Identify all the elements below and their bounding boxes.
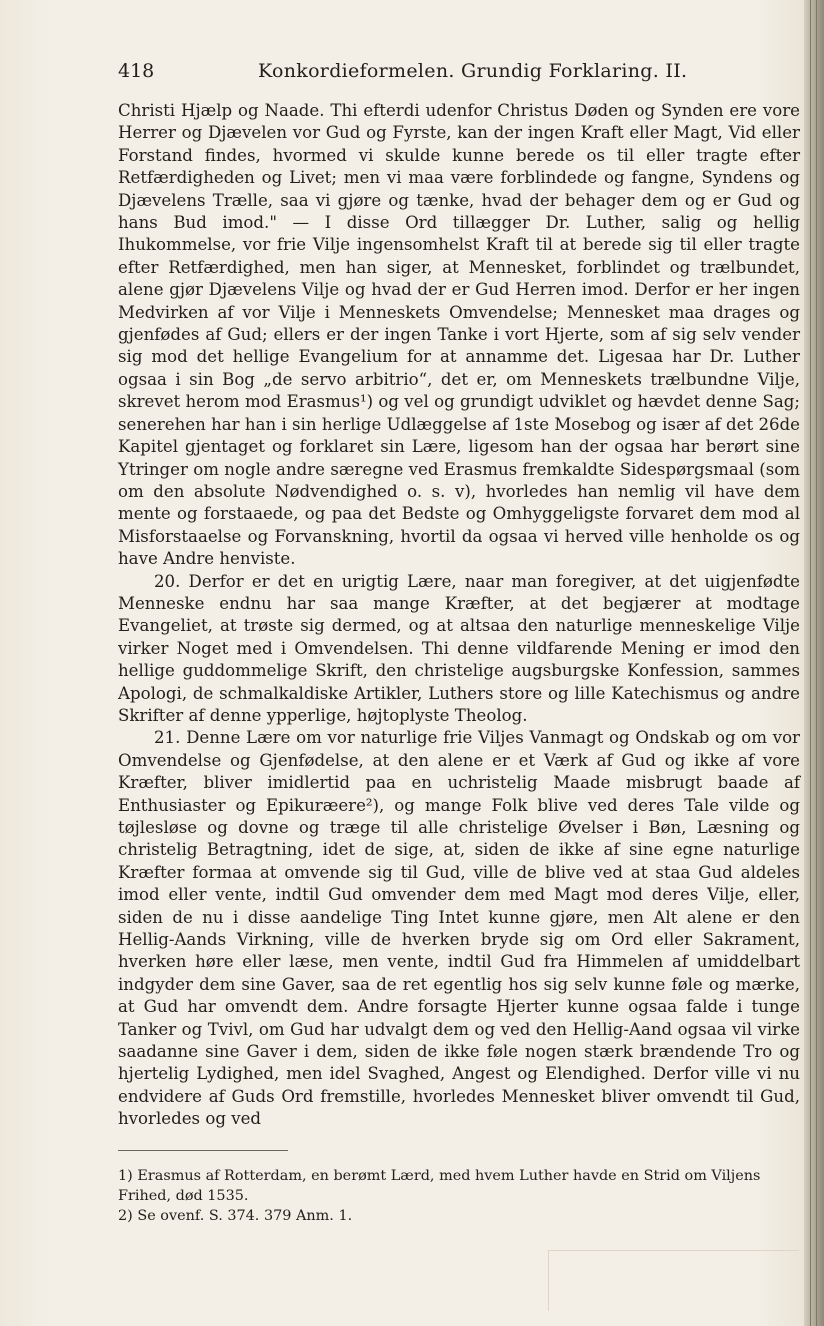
footnote-1-number: 1) <box>118 1168 133 1184</box>
footnote-divider <box>118 1150 288 1151</box>
book-edge <box>804 0 824 1326</box>
page-number: 418 <box>118 60 155 82</box>
footnotes <box>118 1166 800 1226</box>
body-text <box>118 100 800 1131</box>
footnote-1 <box>118 1166 800 1206</box>
paragraph-continuation: Christi Hjælp og Naade. Thi efterdi udenfor Christus Døden og Synden ere vore Herrer og Djævelen vor Gud og Fyrste, kan der ingen Kraft eller Magt, Vid eller Forstand findes, hvormed vi skulde kunne berede os til eller tragte efter Retfærdigheden og Livet; men vi maa være forblindede og fangne, Syndens og Djævelens Trælle, saa vi gjøre og tænke, hvad der behager dem og er Gud og hans Bud imod." — I disse Ord tillægger Dr. Luther, salig og hellig Ihukommelse, vor frie Vilje ingensomhelst Kraft til at berede sig til eller tragte efter Retfærdighed, men han siger, at Mennesket, forblindet og trælbundet, alene gjør Djævelens Vilje og hvad der er Gud Herren imod. Derfor er her ingen Medvirken af vor Vilje i Menneskets Omvendelse; Mennesket maa drages og gjenfødes af Gud; ellers er der ingen Tanke i vort Hjerte, som af sig selv vender sig mod det hellige Evangelium for at annamme det. Ligesaa har Dr. Luther ogsaa i sin Bog „de servo arbitrio“, det er, om Menneskets trælbundne Vilje, skrevet herom mod Erasmus¹) og vel og grundigt udviklet og hævdet denne Sag; senerehen har han i sin herlige Udlæggelse af 1ste Mosebog og især af det 26de Kapitel gjentaget og forklaret sin Lære, ligesom han der ogsaa har berørt sine Ytringer om nogle andre særegne ved Erasmus fremkaldte Sidespørgsmaal (som om den absolute Nødvendighed o. s. v), hvorledes han nemlig vil have dem mente og forstaaede, og paa det Bedste og Omhyggeligste forvaret dem mod al Misforstaaelse og Forvanskning, hvortil da ogsaa vi herved ville henholde os og have Andre henviste. <box>118 101 800 569</box>
running-title: Konkordieformelen. Grundig Forklaring. II. <box>258 60 688 82</box>
paragraph-21: 21. Denne Lære om vor naturlige frie Viljes Vanmagt og Ondskab og om vor Omvendelse og Gjenfødelse, at den alene er et Værk af Gud og ikke af vore Kræfter, bliver imidlertid paa en uchristelig Maade misbrugt baade af Enthusiaster og Epikuræere²), og mange Folk blive ved deres Tale vilde og tøjlesløse og dovne og træge til alle christelige Øvelser i Bøn, Læsning og christelig Betragtning, idet de sige, at, siden de ikke af sine egne naturlige Kræfter formaa at omvende sig til Gud, ville de blive ved at staa Gud aldeles imod eller vente, indtil Gud omvender dem med Magt mod deres Vilje, eller, siden de nu i disse aandelige Ting Intet kunne gjøre, men Alt alene er den Hellig-Aands Virkning, ville de hverken bryde sig om Ord eller Sakrament, hverken høre eller læse, men vente, indtil Gud fra Himmelen af umiddelbart indgyder dem sine Gaver, saa de ret egentlig hos sig selv kunne føle og mærke, at Gud har omvendt dem. Andre forsagte Hjerter kunne ogsaa falde i tunge Tanker og Tvivl, om Gud har udvalgt dem og ved den Hellig-Aand ogsaa vil virke saadanne sine Gaver i dem, siden de ikke føle nogen stærk brændende Tro og hjertelig Lydighed, men idel Svaghed, Angest og Elendighed. Derfor ville vi nu endvidere af Guds Ord fremstille, hvorledes Mennesket bliver omvendt til Gud, hvorledes og ved <box>118 728 800 1129</box>
edge-line <box>816 0 817 1326</box>
page-header <box>118 60 798 90</box>
page-stain <box>548 1250 799 1311</box>
footnote-2-text: Se ovenf. S. 374. 379 Anm. 1. <box>137 1208 353 1224</box>
footnote-2-number: 2) <box>118 1208 133 1224</box>
paragraph-20: 20. Derfor er det en urigtig Lære, naar man foregiver, at det uigjenfødte Menneske endnu har saa mange Kræfter, at det begjærer at modtage Evangeliet, at trøste sig dermed, og at altsaa den naturlige menneskelige Vilje virker Noget med i Omvendelsen. Thi denne vildfarende Mening er imod den hellige guddommelige Skrift, den christelige augsburgske Konfession, sammes Apologi, de schmalkaldiske Artikler, Luthers store og lille Katechismus og andre Skrifter af denne ypperlige, højtoplyste Theolog. <box>118 571 800 725</box>
edge-line <box>810 0 811 1326</box>
footnote-2 <box>118 1206 800 1226</box>
footnote-1-text: Erasmus af Rotterdam, en berømt Lærd, med hvem Luther havde en Strid om Viljens Frihed, død 1535. <box>118 1168 761 1204</box>
